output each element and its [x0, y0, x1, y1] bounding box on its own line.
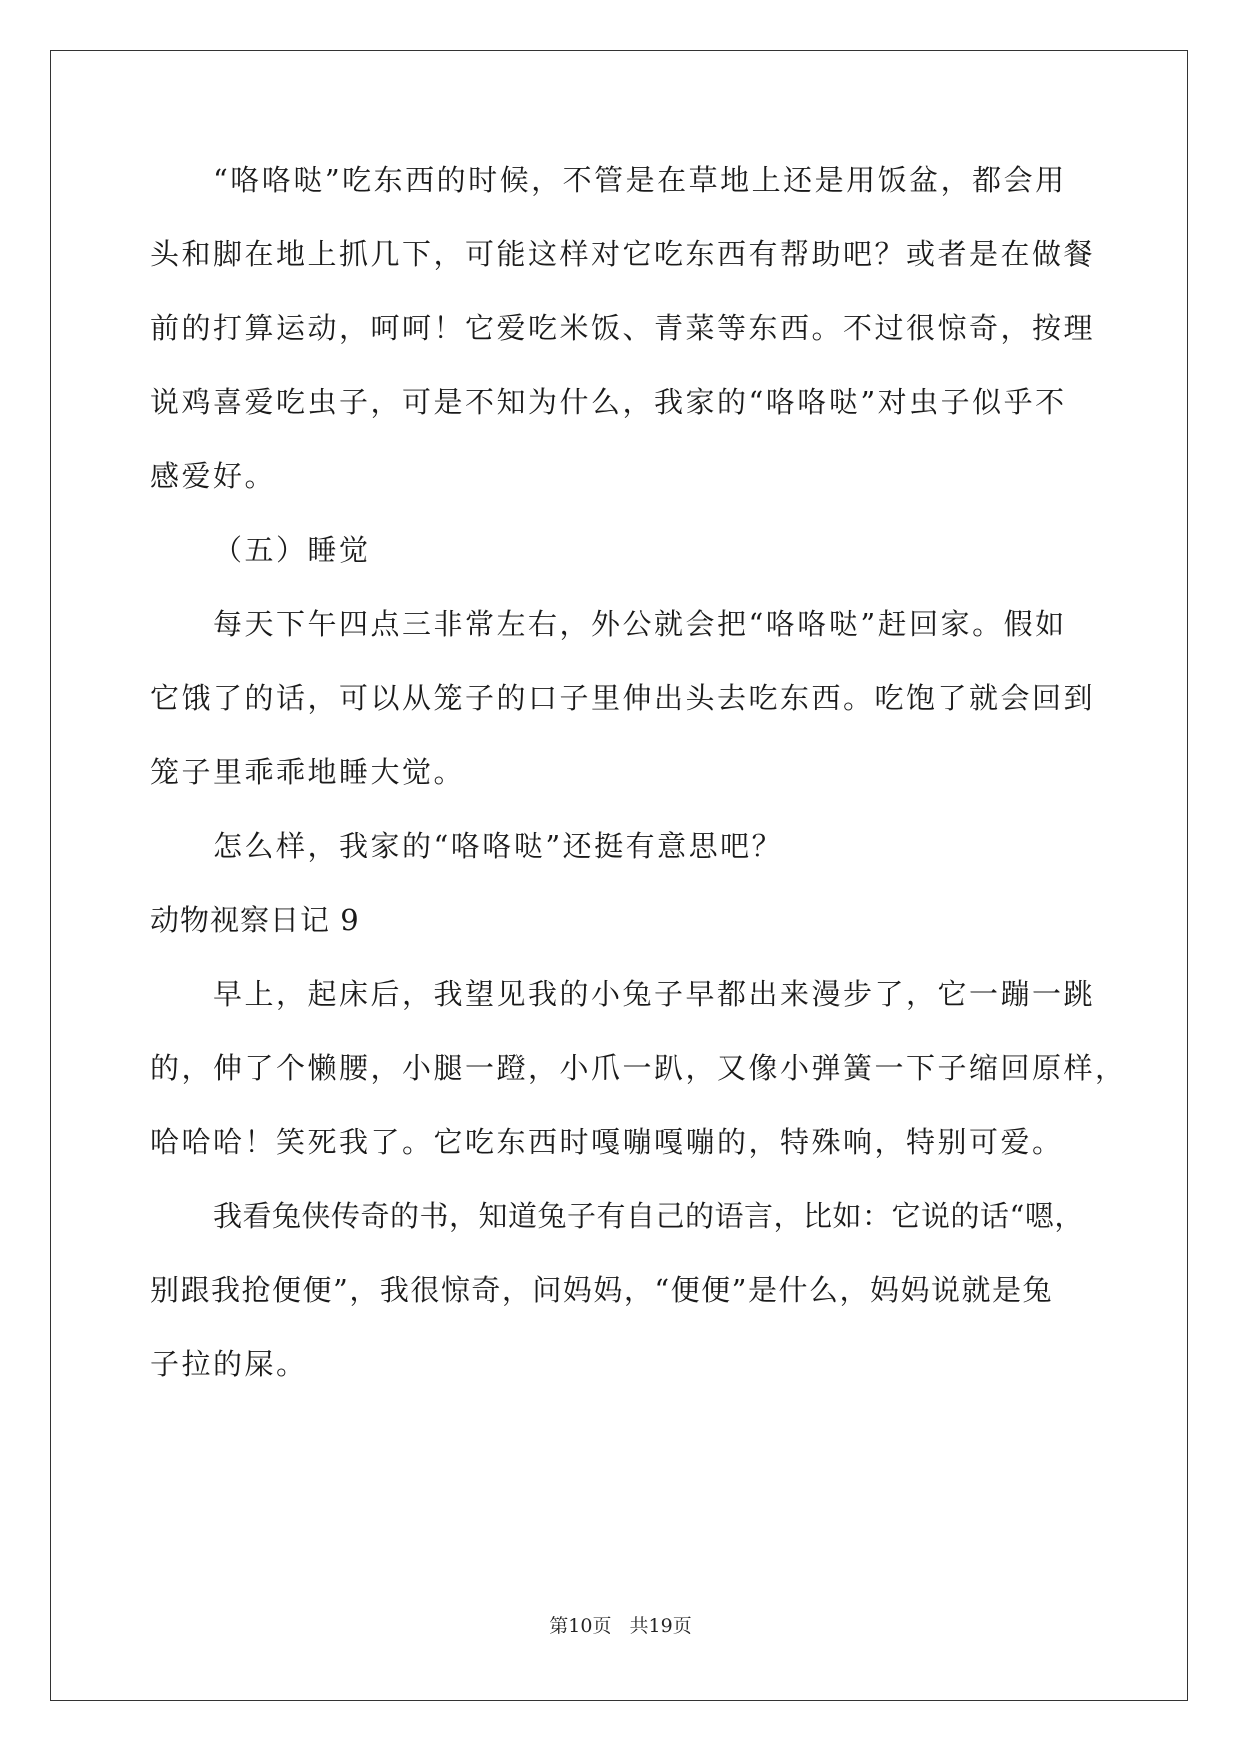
- paragraph-line: 的，伸了个懒腰，小腿一蹬，小爪一趴，又像小弹簧一下子缩回原样，: [150, 1051, 1127, 1085]
- paragraph-line: 它饿了的话，可以从笼子的口子里伸出头去吃东西。吃饱了就会回到: [150, 681, 1096, 715]
- paragraph-line: 笼子里乖乖地睡大觉。: [150, 755, 466, 789]
- paragraph-line: 怎么样，我家的“咯咯哒”还挺有意思吧？: [213, 829, 784, 863]
- page-border: [50, 50, 1188, 1701]
- paragraph-line: 别跟我抢便便”，我很惊奇，问妈妈，“便便”是什么，妈妈说就是兔: [150, 1273, 1053, 1307]
- paragraph-line: 子拉的屎。: [150, 1347, 308, 1381]
- paragraph-line: 头和脚在地上抓几下，可能这样对它吃东西有帮助吧？或者是在做餐: [150, 237, 1096, 271]
- page-number: 第10页: [549, 1615, 612, 1637]
- paragraph-line: 哈哈哈！笑死我了。它吃东西时嘎嘣嘎嘣的，特殊响，特别可爱。: [150, 1125, 1064, 1159]
- paragraph-line: 前的打算运动，呵呵！它爱吃米饭、青菜等东西。不过很惊奇，按理: [150, 311, 1096, 345]
- paragraph-line: 每天下午四点三非常左右，外公就会把“咯咯哒”赶回家。假如: [213, 607, 1067, 641]
- paragraph-line: 我看兔侠传奇的书，知道兔子有自己的语言，比如：它说的话“嗯，: [213, 1199, 1084, 1233]
- paragraph-line: “咯咯哒”吃东西的时候，不管是在草地上还是用饭盆，都会用: [213, 163, 1067, 197]
- paragraph-line: 早上，起床后，我望见我的小兔子早都出来漫步了，它一蹦一跳: [213, 977, 1096, 1011]
- paragraph-line: 说鸡喜爱吃虫子，可是不知为什么，我家的“咯咯哒”对虫子似乎不: [150, 385, 1067, 419]
- article-title: 动物视察日记 9: [150, 903, 360, 937]
- page-total: 共19页: [629, 1615, 692, 1637]
- page-footer: [0, 1614, 1241, 1638]
- section-heading: （五）睡觉: [213, 533, 371, 567]
- paragraph-line: 感爱好。: [150, 459, 277, 493]
